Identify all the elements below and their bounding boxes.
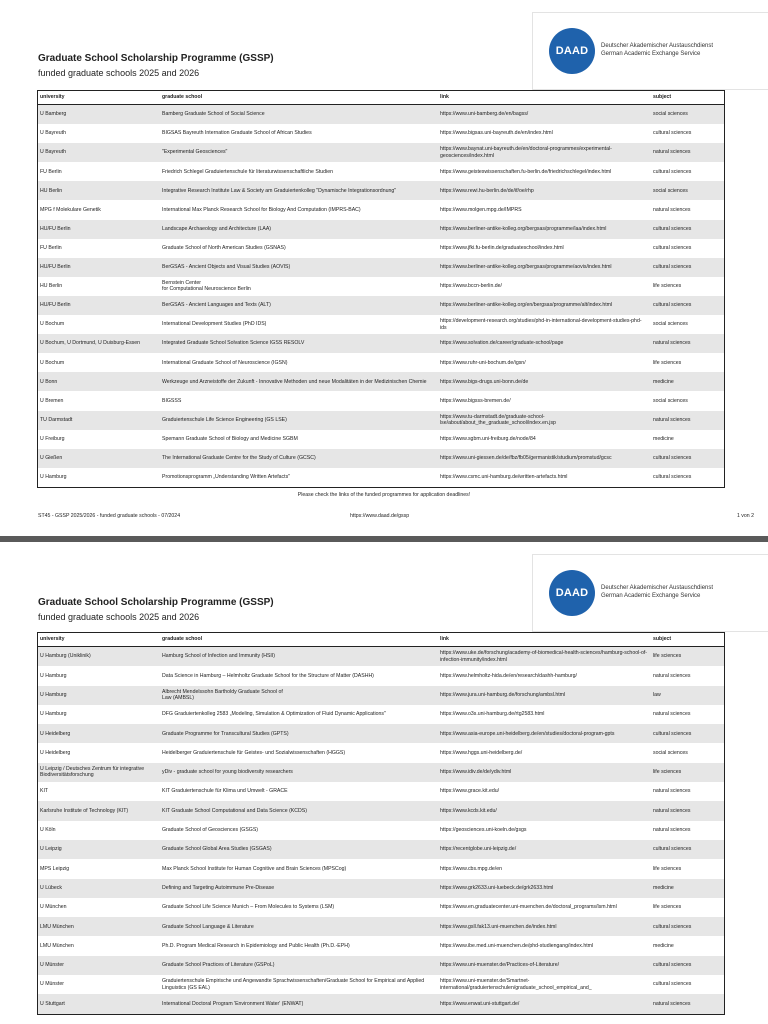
subject-cell: natural sciences (653, 711, 691, 718)
table-header (38, 91, 724, 105)
subject-cell: cultural sciences (653, 264, 692, 271)
university-cell: U Münster (40, 981, 64, 988)
link-cell[interactable]: https://www.bccn-berlin.de/ (440, 283, 502, 290)
link-cell[interactable]: https://www.berliner-antike-kolleg.org/bergsas/programme/aovis/index.html (440, 264, 612, 271)
graduate-school-cell: "Experimental Geosciences" (162, 149, 228, 156)
link-cell[interactable]: https://www.bigs-drugs.uni-bonn.de/de (440, 378, 529, 385)
column-header: subject (653, 636, 672, 643)
university-cell: FU Berlin (40, 168, 62, 175)
graduate-school-cell: Werkzeuge und Arzneistoffe der Zukunft - Innovative Methoden und neue Modalitäten in der Medizinischen Chemie (162, 378, 427, 385)
subject-cell: life sciences (653, 865, 682, 872)
subject-cell: cultural sciences (653, 981, 692, 988)
table-row (38, 200, 724, 219)
schools-table (37, 632, 725, 1015)
link-cell[interactable]: https://www.helmholtz-hida.de/en/research/dashh-hamburg/ (440, 672, 577, 679)
table-row (38, 391, 724, 410)
graduate-school-cell: Data Science in Hamburg – Helmholtz Graduate School for the Structure of Matter (DASHH) (162, 672, 374, 679)
table-row (38, 220, 724, 239)
table-row (38, 782, 724, 801)
university-cell: HU Berlin (40, 187, 63, 194)
graduate-school-cell: Graduate School of Geosciences (GSGS) (162, 827, 259, 834)
table-row (38, 859, 724, 878)
subject-cell: cultural sciences (653, 923, 692, 930)
university-cell: U Leipzig (40, 846, 62, 853)
table-row (38, 468, 724, 487)
university-cell: U Bonn (40, 378, 58, 385)
table-row (38, 372, 724, 391)
subject-cell: natural sciences (653, 827, 691, 834)
subject-cell: cultural sciences (653, 730, 692, 737)
graduate-school-cell: Max Planck School Institute for Human Cognitive and Brain Sciences (MPSCog) (162, 865, 347, 872)
column-header: university (40, 636, 65, 643)
graduate-school-cell: BIGSAS Bayreuth Internation Graduate School of African Studies (162, 130, 312, 137)
graduate-school-cell: Graduiertenschule Empirische und Angewandte Sprachwissenschaften/Graduate School for Empirical and Applied Linguistics (GS EAL) (162, 978, 425, 991)
university-cell: U Bayreuth (40, 130, 66, 137)
page-title: Graduate School Scholarship Programme (GSSP) (38, 597, 274, 608)
subject-cell: cultural sciences (653, 244, 692, 251)
university-cell: U Hamburg (40, 672, 67, 679)
subject-cell: cultural sciences (653, 962, 692, 969)
link-cell[interactable]: https://www.uni-giessen.de/de/fbz/fb05/germanistik/studium/promstud/gcsc (440, 454, 612, 461)
graduate-school-cell: Defining and Targeting Autoimmune Pre-Disease (162, 884, 275, 891)
link-cell[interactable]: https://www.solvation.de/career/graduate-school/page (440, 340, 564, 347)
graduate-school-cell: Graduate School Life Science Munich – From Molecules to Systems (LSM) (162, 904, 335, 911)
table-row (38, 917, 724, 936)
graduate-school-cell: Hamburg School of Infection and Immunity (HSII) (162, 653, 276, 660)
table-row (38, 430, 724, 449)
link-cell[interactable]: https://www.geisteswissenschaften.fu-berlin.de/friedrichschlegel/index.html (440, 168, 612, 175)
graduate-school-cell: BIGSSS (162, 397, 182, 404)
subject-cell: natural sciences (653, 1000, 691, 1007)
link-cell[interactable]: https://www.sgbm.uni-freiburg.de/node/84 (440, 435, 536, 442)
university-cell: U Bremen (40, 397, 64, 404)
subject-cell: cultural sciences (653, 454, 692, 461)
university-cell: U Hamburg (40, 711, 67, 718)
link-cell[interactable]: https://www.bigsss-bremen.de/ (440, 397, 511, 404)
link-cell[interactable]: https://www.jura.uni-hamburg.de/forschung/ambsl.html (440, 691, 566, 698)
table-row (38, 743, 724, 762)
subject-cell: cultural sciences (653, 474, 692, 481)
university-cell: U Gießen (40, 454, 63, 461)
table-row (38, 334, 724, 353)
graduate-school-cell: Friedrich Schlegel Graduiertenschule für literaturwissenschaftliche Studien (162, 168, 333, 175)
link-cell[interactable]: https://www.ruhr-uni-bochum.de/igsn/ (440, 359, 526, 366)
table-row (38, 821, 724, 840)
university-cell: U Lübeck (40, 884, 62, 891)
university-cell: U Bochum (40, 359, 65, 366)
university-cell: HU Berlin (40, 283, 63, 290)
table-row (38, 801, 724, 820)
daad-logo-line-de: Deutscher Akademischer Austauschdienst (601, 43, 714, 49)
table-row (38, 724, 724, 743)
subject-cell: law (653, 691, 661, 698)
graduate-school-cell: Heidelberger Graduiertenschule für Geistes- und Sozialwissenschaften (HGGS) (162, 749, 346, 756)
link-cell[interactable]: https://www.rewi.hu-berlin.de/de/if/oe/rhp (440, 187, 534, 194)
column-header: subject (653, 94, 672, 101)
link-cell[interactable]: https://www.cbs.mpg.de/en (440, 865, 502, 872)
footer-page-number: 1 von 2 (736, 513, 754, 519)
university-cell: U Leipzig / Deutsches Zentrum für integrative Biodiversitätsforschung (40, 765, 145, 779)
graduate-school-cell: Graduate School of North American Studies (GSNAS) (162, 244, 286, 251)
link-cell[interactable]: https://recentglobe.uni-leipzig.de/ (440, 846, 517, 853)
graduate-school-cell: International Max Planck Research School for Biology And Computation (IMPRS-BAC) (162, 206, 361, 213)
table-row (38, 162, 724, 181)
university-cell: U Stuttgart (40, 1000, 65, 1007)
link-cell[interactable]: https://www.gsll.fak13.uni-muenchen.de/index.html (440, 923, 557, 930)
table-row (38, 898, 724, 917)
link-cell[interactable]: https://www.csmc.uni-hamburg.de/written-artefacts.html (440, 474, 568, 481)
subject-cell: medicine (653, 942, 674, 949)
link-cell[interactable]: https://www.jfki.fu-berlin.de/graduateschool/index.html (440, 244, 564, 251)
university-cell: U Münster (40, 962, 64, 969)
table-row (38, 647, 724, 666)
link-cell[interactable]: https://www.en.graduatecenter.uni-muenchen.de/doctoral_programs/lsm.html (440, 904, 617, 911)
subject-cell: life sciences (653, 904, 682, 911)
table-row (38, 936, 724, 955)
graduate-school-cell: KIT Graduate School Computational and Data Science (KCDS) (162, 807, 307, 814)
link-cell[interactable]: https://www.idiv.de/de/ydiv.html (440, 769, 512, 776)
subject-cell: life sciences (653, 283, 682, 290)
subject-cell: natural sciences (653, 206, 691, 213)
graduate-school-cell: Graduate School Practices of Literature (GSPoL) (162, 962, 275, 969)
link-cell[interactable]: https://www.asia-europe.uni-heidelberg.de/en/studies/doctoral-program-gpts (440, 730, 615, 737)
link-cell[interactable]: https://www.o3s.uni-hamburg.de/rtg2583.html (440, 711, 545, 718)
graduate-school-cell: Graduate School Global Area Studies (GSGAS) (162, 846, 272, 853)
link-cell[interactable]: https://www.berliner-antike-kolleg.org/en/bergsas/programme/alt/index.html (440, 302, 613, 309)
university-cell: KIT (40, 788, 49, 795)
table-row (38, 686, 724, 705)
daad-logo (532, 12, 768, 90)
column-header: graduate school (162, 636, 203, 643)
table-row (38, 277, 724, 296)
table-row (38, 105, 724, 124)
daad-logo-line-en: German Academic Exchange Service (601, 51, 701, 57)
link-cell[interactable]: https://geosciences.uni-koeln.de/gsgs (440, 827, 527, 834)
table-row (38, 956, 724, 975)
page-subtitle: funded graduate schools 2025 and 2026 (38, 68, 200, 78)
graduate-school-cell: Graduiertenschule Life Science Engineering (GS LSE) (162, 416, 287, 423)
subject-cell: medicine (653, 435, 674, 442)
link-cell[interactable]: https://www.bigsas.uni-bayreuth.de/en/index.html (440, 130, 553, 137)
table-row (38, 181, 724, 200)
university-cell: U Bamberg (40, 111, 67, 118)
link-cell[interactable]: https://development-research.org/studies/phd-in-international-development-studies-phd-ids (440, 318, 642, 331)
link-cell[interactable]: https://www.kcds.kit.edu/ (440, 807, 497, 814)
link-cell[interactable]: https://www.grace.kit.edu/ (440, 788, 500, 795)
table-row (38, 879, 724, 898)
table-row (38, 239, 724, 258)
table-header (38, 633, 724, 647)
daad-logo-text (601, 42, 768, 58)
table-row (38, 353, 724, 372)
schools-table (37, 90, 725, 488)
graduate-school-cell: DFG Graduiertenkolleg 2583 „Modeling, Simulation & Optimization of Fluid Dynamic Applications" (162, 711, 386, 718)
table-row (38, 840, 724, 859)
subject-cell: natural sciences (653, 416, 691, 423)
subject-cell: natural sciences (653, 807, 691, 814)
university-cell: MPG f Molekulare Genetik (40, 206, 101, 213)
column-header: link (440, 94, 449, 101)
subject-cell: social sciences (653, 749, 688, 756)
page-title: Graduate School Scholarship Programme (GSSP) (38, 53, 274, 64)
university-cell: HU/FU Berlin (40, 302, 71, 309)
graduate-school-cell: KIT Graduiertenschule für Klima und Umwelt - GRACE (162, 788, 288, 795)
subject-cell: cultural sciences (653, 130, 692, 137)
daad-logo-mark: DAAD (549, 28, 595, 74)
graduate-school-cell: Spemann Graduate School of Biology and Medicine SGBM (162, 435, 298, 442)
table-row (38, 315, 724, 334)
table-row (38, 705, 724, 724)
daad-logo-line-en: German Academic Exchange Service (601, 593, 701, 599)
subject-cell: natural sciences (653, 340, 691, 347)
subject-cell: natural sciences (653, 788, 691, 795)
table-row (38, 411, 724, 430)
link-cell[interactable]: https://www.baynat.uni-bayreuth.de/en/doctoral-programmes/experimental-geosciences/index.html (440, 146, 612, 159)
graduate-school-cell: Landscape Archaeology and Architecture (LAA) (162, 225, 272, 232)
subject-cell: life sciences (653, 653, 682, 660)
graduate-school-cell: Graduate Programme for Transcultural Studies (GPTS) (162, 730, 289, 737)
daad-logo-text (601, 584, 768, 600)
subject-cell: medicine (653, 884, 674, 891)
link-cell[interactable]: https://www.molgen.mpg.de/IMPRS (440, 206, 522, 213)
graduate-school-cell: The International Graduate Centre for the Study of Culture (GCSC) (162, 454, 316, 461)
daad-logo-mark: DAAD (549, 570, 595, 616)
subject-cell: life sciences (653, 359, 682, 366)
university-cell: MPS Leipzig (40, 865, 70, 872)
column-header: graduate school (162, 94, 203, 101)
link-cell[interactable]: https://www.tu-darmstadt.de/graduate-school-lse/about/about_the_graduate_school/index.en.jsp (440, 413, 556, 427)
university-cell: FU Berlin (40, 244, 62, 251)
link-cell[interactable]: https://www.uni-muenster.de/Practices-of-Literature/ (440, 962, 560, 969)
subject-cell: cultural sciences (653, 225, 692, 232)
subject-cell: social sciences (653, 111, 688, 118)
graduate-school-cell: Integrated Graduate School Solvation Science IGSS RESOLV (162, 340, 305, 347)
university-cell: HU/FU Berlin (40, 264, 71, 271)
graduate-school-cell: Promotionsprogramm „Understanding Written Artefacts" (162, 474, 291, 481)
graduate-school-cell: yDiv - graduate school for young biodiversity researchers (162, 769, 293, 776)
table-row (38, 258, 724, 277)
link-cell[interactable]: https://www.enwat.uni-stuttgart.de/ (440, 1000, 520, 1007)
link-cell[interactable]: https://www.berliner-antike-kolleg.org/bergsas/programme/laa/index.html (440, 225, 607, 232)
table-row (38, 124, 724, 143)
graduate-school-cell: International Development Studies (PhD IDS) (162, 321, 267, 328)
graduate-school-cell: BerGSAS - Ancient Objects and Visual Studies (AOVIS) (162, 264, 291, 271)
university-cell: LMU München (40, 923, 74, 930)
university-cell: U München (40, 904, 67, 911)
graduate-school-cell: Albrecht Mendelssohn Bartholdy Graduate School of Law (AMBSL) (162, 688, 283, 702)
subject-cell: life sciences (653, 769, 682, 776)
graduate-school-cell: Ph.D. Program Medical Research in Epidemiology and Public Health (Ph.D.-EPH) (162, 942, 350, 949)
graduate-school-cell: Bamberg Graduate School of Social Science (162, 111, 265, 118)
page-subtitle: funded graduate schools 2025 and 2026 (38, 612, 200, 622)
university-cell: HU/FU Berlin (40, 225, 71, 232)
table-row (38, 666, 724, 685)
link-cell[interactable]: https://www.ibe.med.uni-muenchen.de/phd-studiengang/index.html (440, 942, 594, 949)
subject-cell: social sciences (653, 321, 688, 328)
link-cell[interactable]: https://www.grk2633.uni-luebeck.de/grk2633.html (440, 884, 554, 891)
university-cell: U Bochum (40, 321, 65, 328)
document-page-2 (0, 542, 768, 1024)
table-row (38, 763, 724, 782)
graduate-school-cell: International Graduate School of Neuroscience (IGSN) (162, 359, 288, 366)
graduate-school-cell: Graduate School Language & Literature (162, 923, 254, 930)
table-row (38, 296, 724, 315)
university-cell: U Freiburg (40, 435, 65, 442)
footer-doc-id: ST45 - GSSP 2025/2026 - funded graduate schools - 07/2024 (38, 513, 181, 519)
university-cell: U Köln (40, 827, 56, 834)
subject-cell: natural sciences (653, 149, 691, 156)
graduate-school-cell: International Doctoral Program 'Environment Water' (ENWAT) (162, 1000, 304, 1007)
university-cell: U Bochum, U Dortmund, U Duisburg-Essen (40, 340, 141, 347)
graduate-school-cell: Bernstein Center for Computational Neuroscience Berlin (162, 279, 251, 293)
daad-logo-line-de: Deutscher Akademischer Austauschdienst (601, 585, 714, 591)
table-row (38, 975, 724, 994)
link-cell[interactable]: https://www.hggs.uni-heidelberg.de/ (440, 749, 523, 756)
university-cell: Karlsruhe Institute of Technology (KIT) (40, 807, 129, 814)
graduate-school-cell: BerGSAS - Ancient Languages and Texts (ALT) (162, 302, 271, 309)
footer-url[interactable]: https://www.daad.de/gssp (350, 513, 410, 519)
university-cell: U Hamburg (40, 691, 67, 698)
university-cell: U Hamburg (Uniklinik) (40, 653, 91, 660)
column-header: university (40, 94, 65, 101)
subject-cell: medicine (653, 378, 674, 385)
university-cell: TU Darmstadt (40, 416, 73, 423)
link-cell[interactable]: https://www.uni-bamberg.de/en/bagss/ (440, 111, 529, 118)
subject-cell: cultural sciences (653, 302, 692, 309)
link-cell[interactable]: https://www.uke.de/forschung/academy-of-biomedical-health-sciences/hamburg-school-of-infection-immunity/index.html (440, 650, 648, 663)
subject-cell: social sciences (653, 397, 688, 404)
daad-logo (532, 554, 768, 632)
university-cell: U Heidelberg (40, 730, 71, 737)
subject-cell: cultural sciences (653, 168, 692, 175)
graduate-school-cell: Integrative Research Institute Law & Society am Graduiertenkolleg "Dynamische Integrationsordnung" (162, 187, 397, 194)
table-row (38, 994, 724, 1013)
column-header: link (440, 636, 449, 643)
link-cell[interactable]: https://www.uni-muenster.de/Smartnet-international/graduiertenschulen/graduate_school_empirical_and_ (440, 978, 592, 991)
university-cell: U Bayreuth (40, 149, 66, 156)
university-cell: U Heidelberg (40, 749, 71, 756)
table-row (38, 449, 724, 468)
deadline-note: Please check the links of the funded programmes for application deadlines! (297, 492, 471, 498)
subject-cell: natural sciences (653, 672, 691, 679)
table-row (38, 143, 724, 162)
university-cell: LMU München (40, 942, 74, 949)
university-cell: U Hamburg (40, 474, 67, 481)
subject-cell: cultural sciences (653, 846, 692, 853)
subject-cell: social sciences (653, 187, 688, 194)
